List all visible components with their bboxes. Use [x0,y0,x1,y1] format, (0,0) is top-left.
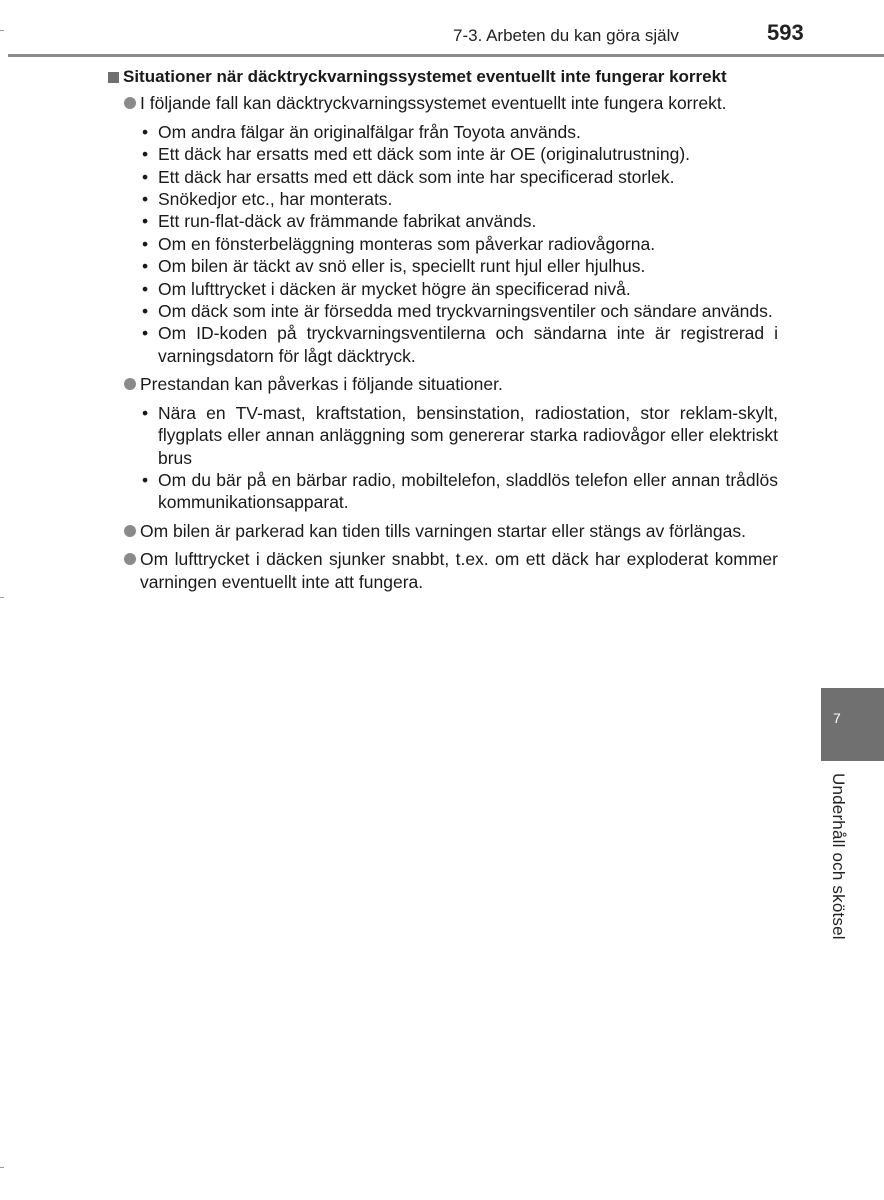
circle-bullet-icon [124,97,136,109]
bullet-dot-icon: • [142,301,149,322]
bullet-dot-icon: • [142,189,149,210]
page-content [108,66,778,593]
bullet-dot-icon: • [142,233,149,254]
bullet-list-1 [108,121,778,367]
list-item-text: Om du bär på en bärbar radio, mobiltelefon, sladdlös telefon eller annan trådlös kommunikationsapparat. [158,469,778,513]
header-rule [8,54,884,57]
paragraph-intro-1 [124,92,778,114]
list-item-text: Om lufttrycket i däcken är mycket högre än specificerad nivå. [158,278,631,299]
bullet-dot-icon: • [142,166,149,187]
circle-bullet-icon [124,553,136,565]
list-item-text: Om däck som inte är försedda med tryckvarningsventiler och sändare används. [158,301,773,322]
list-item [142,469,778,514]
paragraph-4 [124,548,778,593]
list-item [142,121,778,143]
circle-bullet-icon [124,525,136,537]
bullet-list-2 [108,402,778,514]
header-section-title: 7-3. Arbeten du kan göra själv [453,26,679,45]
list-item-text: Snökedjor etc., har monterats. [158,189,393,210]
list-item-text: Ett run-flat-däck av främmande fabrikat används. [158,211,537,232]
square-bullet-icon [108,72,119,83]
crop-mark [0,1167,4,1168]
chapter-tab [821,688,884,761]
list-item [142,322,778,367]
bullet-dot-icon: • [142,211,149,232]
section-heading-text: Situationer när däcktryckvarningssystemet eventuellt inte fungerar korrekt [123,67,727,86]
page-number: 593 [767,20,804,45]
list-item [142,143,778,165]
list-item-text: Ett däck har ersatts med ett däck som inte är OE (originalutrustning). [158,144,691,165]
bullet-dot-icon: • [142,402,149,423]
crop-mark [0,30,4,31]
paragraph-text: Prestandan kan påverkas i följande situationer. [140,374,503,395]
list-item [142,210,778,232]
list-item [142,233,778,255]
section-heading [108,66,778,88]
paragraph-text: Om bilen är parkerad kan tiden tills varningen startar eller stängs av förlängas. [140,520,746,541]
list-item-text: Om ID-koden på tryckvarningsventilerna och sändarna inte är registrerad i varningsdatorn för lågt däcktryck. [158,323,778,366]
list-item [142,278,778,300]
list-item [142,402,778,469]
bullet-dot-icon: • [142,278,149,299]
bullet-dot-icon: • [142,121,149,142]
list-item-text: Nära en TV-mast, kraftstation, bensinstation, radiostation, stor reklam-skylt, flygplats eller annan anläggning som genererar starka radiovågor eller elektriskt brus [158,402,778,468]
list-item [142,166,778,188]
list-item-text: Om bilen är täckt av snö eller is, speciellt runt hjul eller hjulhus. [158,256,646,277]
list-item-text: Ett däck har ersatts med ett däck som inte har specificerad storlek. [158,166,675,187]
list-item-text: Om andra fälgar än originalfälgar från Toyota används. [158,121,581,142]
bullet-dot-icon: • [142,323,149,344]
list-item [142,188,778,210]
paragraph-text: I följande fall kan däcktryckvarningssystemet eventuellt inte fungera korrekt. [140,93,727,114]
list-item [142,255,778,277]
list-item-text: Om en fönsterbeläggning monteras som påverkar radiovågorna. [158,233,656,254]
paragraph-intro-2 [124,373,778,395]
chapter-title: Underhåll och skötsel [829,773,848,940]
list-item [142,300,778,322]
bullet-dot-icon: • [142,144,149,165]
circle-bullet-icon [124,378,136,390]
paragraph-3 [124,520,778,542]
paragraph-text: Om lufttrycket i däcken sjunker snabbt, t.ex. om ett däck har exploderat kommer varningen eventuellt inte att fungera. [140,549,778,592]
crop-mark [0,597,4,598]
chapter-number: 7 [833,710,841,726]
bullet-dot-icon: • [142,469,149,490]
bullet-dot-icon: • [142,256,149,277]
